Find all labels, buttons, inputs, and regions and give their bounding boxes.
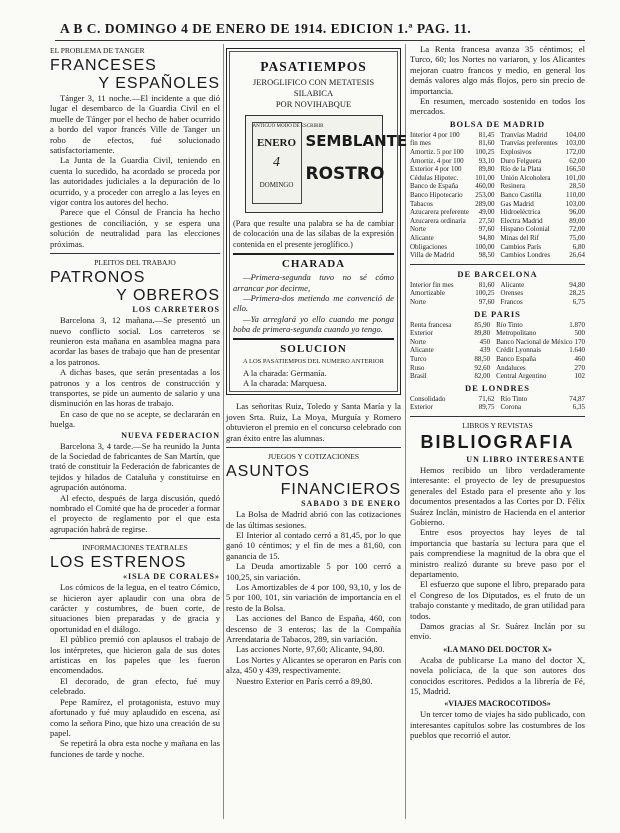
pasatiempos-box — [226, 48, 408, 395]
stock-name: Unión Alcoholera — [500, 173, 551, 182]
stock-column-right — [501, 395, 586, 412]
stock-name: Metropolitano — [496, 329, 537, 338]
paragraph: La Bolsa de Madrid abrió con las cotizaciones de las últimas sesiones. — [226, 509, 401, 530]
stock-name: Andaluces — [496, 363, 526, 372]
stock-row — [410, 200, 495, 209]
stock-value: 103,00 — [565, 139, 585, 148]
paragraph: Las acciones del Banco de España, 460, con descenso de 3 enteros; las de la Compañía Arrendataria de Tabacos, 289, sin variación. — [226, 613, 401, 644]
stock-row — [501, 208, 586, 217]
stock-column-left — [410, 321, 490, 381]
stock-table-madrid — [410, 131, 585, 260]
stock-row — [501, 182, 586, 191]
paragraph: Los Nortes y Alicantes se operaron en París con alza, 450 y 439, respectivamente. — [226, 654, 401, 676]
stock-value: 74,87 — [569, 394, 585, 403]
stock-name: Exterior 4 por 100 — [410, 165, 462, 174]
stock-name: Banco España — [496, 354, 536, 363]
stock-value: 97,60 — [478, 297, 495, 306]
book-title: «LA MANO DEL DOCTOR X» — [443, 644, 552, 654]
stock-value: 460,00 — [475, 182, 495, 191]
stock-value: 28,25 — [569, 289, 585, 298]
paragraph: A dichas bases, que serán presentadas a los patronos y a los centros de construcción y transportes, se pide un aumento de salario y una disminución en las horas de trabajo. — [50, 367, 220, 409]
paragraph: Hemos recibido un libro verdaderamente interesante: el proyecto de ley de presupuestos generales del Estado para el presente año y los documentos presentados a las Cortes por D. Félix Suárez Inclán, ministro de Hacienda en el anterior Gobierno. — [410, 464, 585, 527]
stock-value: 81,60 — [478, 139, 495, 148]
puzzle-word: SEMBLANTE — [305, 132, 408, 150]
stock-row — [410, 243, 495, 252]
stock-name: Río de la Plata — [500, 165, 542, 174]
stock-value: 75,00 — [569, 233, 585, 242]
paragraph: El decorado, de gran efecto, fué muy celebrado. — [50, 675, 220, 697]
subheadline: NUEVA FEDERACION — [121, 430, 220, 440]
stock-value: 72,00 — [569, 225, 585, 234]
stock-column-left — [410, 131, 495, 260]
article-body — [50, 441, 220, 535]
stock-row — [501, 165, 586, 174]
stock-row — [496, 364, 585, 373]
stock-row — [496, 338, 585, 347]
calendar-day: 4 — [273, 155, 280, 170]
stock-name: Cédulas Hipotec. — [410, 173, 459, 182]
stock-value: 172,00 — [565, 148, 585, 157]
section-kicker: PLEITOS DEL TRABAJO — [94, 258, 176, 268]
stock-value: 89,75 — [478, 403, 495, 412]
stock-column-right — [501, 281, 586, 307]
paragraph: Las señoritas Ruiz, Toledo y Santa María y la joven Srta. Ruiz, La Moya, Murguía y Romero obtuvieron el premio en el concurso celebrado con gran éxito entre las alumnas. — [226, 401, 401, 443]
stock-name: Tabacos — [410, 199, 433, 208]
column-2 — [226, 44, 408, 819]
paragraph: La Junta de la Guardia Civil, teniendo en cuenta lo sucedido, ha acordado se proceda por las autoridades judiciales a la depuración de lo ocurrido, y a proceder con arreglo a las leyes en vigor contra los autores del hecho. — [50, 155, 220, 208]
stock-name: Interior 4 por 100 — [410, 130, 460, 139]
stock-value: 166,50 — [565, 165, 585, 174]
stock-value: 97,60 — [478, 225, 495, 234]
stock-section-title: DE LONDRES — [464, 382, 531, 393]
paragraph: Un tercer tomo de viajes ha sido publicado, con interesantes capítulos sobre las costumbres de los pueblos que recorrió el autor. — [410, 709, 585, 741]
stock-name: Tranvías preferentes — [500, 139, 558, 148]
headline: ASUNTOS — [226, 463, 311, 481]
article-body — [410, 709, 585, 740]
stock-value: 94,80 — [569, 280, 585, 289]
stock-row — [410, 281, 495, 290]
stock-table-barcelona — [410, 281, 585, 307]
column-divider-1 — [223, 44, 224, 819]
stock-name: Amortizable — [410, 289, 445, 298]
stock-row — [410, 217, 495, 226]
stock-name: Gas Madrid — [500, 199, 534, 208]
article-body — [226, 401, 401, 443]
headline: FRANCESES — [50, 57, 157, 74]
stock-column-right — [501, 131, 586, 260]
paragraph: El público premió con aplausos el trabajo de los intérpretes, que hicieron gala de sus dotes artísticas en los papeles que les fueron encomendados. — [50, 634, 220, 676]
paragraph: La Renta francesa avanza 35 céntimos; el Turco, 60; los Nortes no variaron, y los Alicantes mejoran cuatro francos y medio, en general los demás valores algo más flojos, pero sin precio de importancia. — [410, 44, 585, 96]
divider — [50, 538, 220, 539]
stock-row — [410, 372, 490, 381]
headline: Y OBREROS — [116, 287, 220, 305]
stock-value: 103,00 — [565, 199, 585, 208]
divider — [410, 416, 585, 417]
paragraph: Acaba de publicarse La mano del doctor X, novela policíaca, de la que son autores dos conocidos escritores. Pedidos a la librería de Fé, 15, Madrid. — [410, 654, 585, 696]
paragraph: Al efecto, después de larga discusión, quedó nombrado el Comité que ha de proceder a formar el proyecto de reglamento por el que esta agrupación habrá de regirse. — [50, 492, 220, 534]
calendar-sheet — [252, 122, 324, 204]
article-body — [226, 509, 401, 686]
box-subtitle: SILABICA — [293, 88, 334, 98]
solution-line: A la charada: Germanía. — [243, 367, 327, 378]
stock-row — [501, 157, 586, 166]
divider — [233, 253, 394, 255]
stock-value: 98,50 — [478, 251, 495, 260]
stock-row — [410, 131, 495, 140]
stock-row — [501, 395, 586, 404]
stock-name: Consolidado — [410, 394, 446, 403]
stock-value: 85,90 — [474, 320, 491, 329]
stock-name: Norte — [410, 297, 426, 306]
stock-value: 289,00 — [475, 199, 495, 208]
stock-name: Banco de España — [410, 182, 459, 191]
stock-name: Azucarera ordinaria — [410, 216, 466, 225]
stock-row — [501, 403, 586, 412]
stock-name: Minas del Rif — [500, 233, 539, 242]
paragraph: Damos gracias al Sr. Suárez Inclán por su envío. — [410, 620, 585, 642]
calendar-weekday: DOMINGO — [259, 181, 294, 189]
puzzle-word: ROSTRO — [305, 164, 385, 184]
divider — [50, 253, 220, 254]
page-header: A B C. DOMINGO 4 DE ENERO DE 1914. EDICION 1.ª PAG. 11. — [60, 21, 472, 36]
charada-line: —Ya arreglará yo ello cuando me ponga boba de primera-segunda cuando yo tengo. — [233, 313, 394, 335]
solution-subtitle: A LOS PASATIEMPOS DEL NUMERO ANTERIOR — [243, 357, 384, 365]
stock-name: Alicante — [410, 346, 434, 355]
stock-row — [410, 174, 495, 183]
headline: LOS ESTRENOS — [50, 554, 187, 572]
stock-row — [501, 131, 586, 140]
stock-value: 450 — [479, 337, 491, 346]
header-rule — [55, 40, 585, 41]
headline: FINANCIEROS — [280, 481, 401, 499]
stock-row — [501, 234, 586, 243]
stock-row — [501, 200, 586, 209]
column-1 — [50, 44, 220, 819]
stock-name: Tranvías Madrid — [500, 130, 548, 139]
stock-value: 96,00 — [569, 208, 585, 217]
paragraph: El Interior al contado cerró a 81,45, por lo que ganó 10 céntimos; y el fin de mes a 81,60, con ganancia de 15. — [226, 529, 401, 561]
headline: Y ESPAÑOLES — [98, 75, 220, 92]
article-body — [50, 315, 220, 429]
stock-value: 100,25 — [475, 148, 495, 157]
paragraph: En resumen, mercado sostenido en todos los mercados. — [410, 96, 585, 117]
stock-name: Ruso — [410, 363, 425, 372]
stock-name: Central Argentino — [496, 372, 547, 381]
stock-value: 6,75 — [572, 297, 585, 306]
section-kicker: LIBROS Y REVISTAS — [462, 420, 533, 430]
stock-value: 101,00 — [565, 173, 585, 182]
stock-column-left — [410, 395, 495, 412]
paragraph: Barcelona 3, 4 tarde.—Se ha reunido la Junta de la Sociedad de fabricantes de San Martín, que trató de constituir la Federación de fabricantes de tejidos y hilados de Cataluña y constituirse en agrupación autónoma. — [50, 440, 220, 493]
stock-section-title: DE PARIS — [474, 308, 521, 319]
stock-row — [410, 355, 490, 364]
stock-name: Villa de Madrid — [410, 251, 455, 260]
column-3 — [410, 44, 585, 819]
stock-row — [410, 338, 490, 347]
stock-value: 89,00 — [569, 216, 585, 225]
stock-name: Hidroeléctrica — [500, 208, 541, 217]
stock-value: 100,25 — [475, 289, 495, 298]
stock-row — [410, 225, 495, 234]
stock-name: Río Tinto — [496, 320, 523, 329]
stock-name: Banco Hipotecario — [410, 191, 463, 199]
stock-row — [501, 289, 586, 298]
stock-value: 89,80 — [478, 165, 495, 174]
stock-row — [501, 281, 586, 290]
stock-name: Turco — [410, 354, 427, 363]
headline: PATRONOS — [50, 269, 146, 287]
section-kicker: JUEGOS Y COTIZACIONES — [267, 452, 360, 462]
stock-name: Azucarera preferente — [410, 208, 469, 217]
stock-name: Exterior — [410, 329, 433, 338]
stock-row — [410, 148, 495, 157]
stock-name: Banco Castilla — [500, 191, 542, 199]
stock-row — [501, 243, 586, 252]
charada-line: —Primera-segunda tuvo no sé cómo arrancar por decirme, — [233, 272, 394, 293]
stock-name: Explosivos — [500, 148, 532, 157]
column-divider-2 — [405, 44, 406, 819]
stock-value: 104,00 — [565, 130, 585, 139]
stock-value: 6,35 — [572, 403, 585, 412]
stock-name: Francos — [500, 297, 523, 306]
paragraph: El esfuerzo que supone el libro, preparado para el Congreso de los Diputados, es el fruto de un trabajo constante y meditado, de gran utilidad para todos. — [410, 579, 585, 621]
stock-row — [501, 225, 586, 234]
stock-name: Norte — [410, 225, 426, 234]
stock-row — [496, 321, 585, 330]
stock-name: Río Tinto — [500, 394, 528, 403]
section-kicker: INFORMACIONES TEATRALES — [82, 543, 188, 553]
paragraph: Los Amortizables de 4 por 100, 93,10, y los de 5 por 100, 101, sin variación de importancia en el resto de la Bolsa. — [226, 581, 401, 613]
stock-value: 6,80 — [572, 242, 585, 251]
stock-section-title: DE BARCELONA — [457, 268, 538, 279]
stock-name: Renta francesa — [410, 320, 452, 329]
stock-name: Amortiz. 5 por 100 — [410, 148, 464, 157]
stock-row — [410, 139, 495, 148]
stock-name: Duro Felguera — [500, 156, 542, 165]
stock-name: fin mes — [410, 139, 431, 148]
stock-value: 93,10 — [478, 156, 495, 165]
stock-value: 500 — [574, 329, 585, 338]
stock-row — [496, 372, 585, 381]
paragraph: Nuestro Exterior en París cerró a 89,80. — [236, 675, 373, 686]
article-body — [410, 44, 585, 117]
stock-name: Corona — [500, 403, 522, 412]
stock-row — [501, 148, 586, 157]
stock-row — [501, 251, 586, 260]
calendar-month: ENERO — [256, 137, 297, 149]
stock-name: Exterior — [410, 403, 433, 412]
stock-row — [410, 182, 495, 191]
stock-column-right — [496, 321, 585, 381]
stock-row — [410, 329, 490, 338]
article-body — [50, 93, 220, 249]
subheadline: «ISLA DE CORALES» — [122, 572, 220, 582]
stock-row — [410, 321, 490, 330]
subheadline: LOS CARRETEROS — [132, 305, 220, 315]
article-body — [50, 582, 220, 759]
stock-name: Amortiz. 4 por 100 — [410, 156, 464, 165]
stock-value: 439 — [479, 346, 491, 355]
paragraph: Parece que el Cónsul de Francia ha hecho gestiones de conciliación, y se espera una solución de neutralidad para las elecciones próximas. — [50, 207, 220, 249]
paragraph: Barcelona 3, 12 mañana.—Se presentó un nuevo conflicto social. Los carreteros se reunieron esta mañana en asamblea magna para acordar las bases de trabajo que han de presentar a los patronos. — [50, 315, 220, 367]
section-kicker: EL PROBLEMA DE TANGER — [50, 46, 145, 55]
stock-row — [501, 174, 586, 183]
stock-value: 26,64 — [569, 251, 585, 260]
stock-value: 62,00 — [569, 156, 585, 165]
stock-name: Obligaciones — [410, 242, 447, 251]
stock-name: Hispano Colonial — [500, 225, 550, 234]
subheadline: UN LIBRO INTERESANTE — [466, 454, 585, 464]
paragraph: En caso de que no se acepte, se declararán en huelga. — [50, 408, 220, 430]
stock-row — [501, 217, 586, 226]
box-author: POR NOVIHABQUE — [275, 99, 352, 109]
divider — [233, 338, 394, 340]
stock-row — [501, 191, 586, 200]
stock-row — [410, 395, 495, 404]
stock-value: 94,80 — [478, 233, 495, 242]
stock-row — [410, 208, 495, 217]
stock-name: Orenses — [500, 289, 524, 298]
stock-name: Alicante — [500, 280, 525, 289]
stock-row — [410, 346, 490, 355]
paragraph: Entre esos proyectos hay leyes de tal importancia que bastaría su lectura para que el país comprendiese la magnitud de la obra que el ministro realizó durante su breve paso por el departamento. — [410, 527, 585, 579]
paragraph: La Deuda amortizable 5 por 100 cerró a 100,25, sin variación. — [226, 561, 401, 582]
box-title: PASATIEMPOS — [260, 59, 367, 74]
stock-name: Electra Madrid — [500, 216, 543, 225]
divider — [410, 264, 585, 265]
solution-title: SOLUCION — [280, 342, 347, 355]
stock-row — [410, 157, 495, 166]
stock-row — [501, 139, 586, 148]
rebus-puzzle — [245, 115, 408, 213]
box-subtitle: JEROGLIFICO CON METATESIS — [252, 77, 375, 87]
stock-name: Cambios París — [500, 242, 542, 251]
stock-row — [410, 251, 495, 260]
stock-name: Resinera — [500, 182, 525, 191]
paragraph: Pepe Ramírez, el protagonista, estuvo muy afortunado y fué muy aplaudido en escena, así como la señora Pino, que hizo una creación de su papel. — [50, 696, 220, 738]
stock-name: Alicante — [410, 233, 434, 242]
charada-body — [233, 272, 394, 334]
stock-table-londres — [410, 395, 585, 412]
stock-value: 110,00 — [566, 191, 585, 199]
stock-value: 49,00 — [478, 208, 495, 217]
stock-value: 88,50 — [474, 354, 491, 363]
stock-value: 81,60 — [478, 280, 495, 289]
stock-value: 101,00 — [475, 173, 495, 182]
stock-value: 1.870 — [569, 320, 585, 329]
stock-value: 253,00 — [475, 191, 495, 199]
book-title: «VIAJES MACROCOTIDOS» — [444, 699, 551, 709]
subheadline: SABADO 3 DE ENERO — [301, 499, 401, 509]
stock-name: Banco Nacional de México — [496, 337, 573, 346]
stock-row — [496, 355, 585, 364]
stock-value: 100,00 — [475, 242, 495, 251]
stock-value: 1.640 — [569, 346, 585, 355]
stock-row — [496, 346, 585, 355]
paragraph: Tánger 3, 11 noche.—El incidente a que dió lugar el desembarco de la Guardia Civil en el muelle de Tánger por el hecho de haber ocurrido a bordo del vapor francés Ville de Tanger un robo de efectos, fué solucionado satisfactoriamente. — [50, 93, 220, 156]
article-body — [410, 465, 585, 642]
article-body — [410, 655, 585, 697]
headline: BIBLIOGRAFIA — [420, 431, 575, 452]
stock-row — [410, 364, 490, 373]
stock-row — [410, 403, 495, 412]
stock-value: 92,60 — [474, 363, 491, 372]
stock-value: 27,50 — [478, 216, 495, 225]
stock-name: Norte — [410, 337, 426, 346]
stock-value: 270 — [574, 363, 585, 372]
stock-row — [496, 329, 585, 338]
stock-value: 460 — [574, 354, 585, 363]
stock-name: Crédit Lyonnais — [496, 346, 542, 355]
charada-line: —Primera-dos metiendo me convenció de ello. — [233, 293, 394, 314]
stock-row — [410, 165, 495, 174]
paragraph: Los cómicos de la legua, en el teatro Cómico, se hicieron ayer aplaudir con una obra de carácter y costumbres, de buen corte, de situaciones bien preparadas y de gracia y oportunidad en el diálogo. — [50, 582, 220, 634]
stock-name: Brasil — [410, 372, 427, 381]
puzzle-note: (Para que resulte una palabra se ha de cambiar de colocación una de las sílabas de la expresión contenida en el presente jeroglífico.) — [233, 219, 394, 249]
solution-body — [233, 368, 394, 389]
calendar-caption: ANTIGUO MODO DE ESCRIBIR — [252, 124, 324, 129]
stock-value: 89,80 — [474, 329, 491, 338]
charada-title: CHARADA — [281, 258, 346, 271]
stock-value: 170 — [574, 337, 585, 346]
stock-name: Cambios Londres — [500, 251, 551, 260]
stock-row — [410, 234, 495, 243]
stock-row — [410, 298, 495, 307]
stock-section-title: BOLSA DE MADRID — [449, 118, 546, 129]
stock-value: 28,50 — [569, 182, 585, 191]
stock-name: Interior fin mes — [410, 280, 454, 289]
paragraph: Las acciones Norte, 97,60; Alicante, 94,80. — [236, 644, 385, 655]
stock-row — [410, 289, 495, 298]
stock-value: 102 — [574, 372, 585, 381]
stock-row — [410, 191, 495, 200]
stock-value: 71,62 — [478, 394, 495, 403]
stock-value: 82,00 — [474, 372, 491, 381]
solution-line: A la charada: Marquesa. — [243, 378, 327, 389]
divider — [226, 447, 401, 448]
stock-table-paris — [410, 321, 585, 381]
paragraph: Se repetirá la obra esta noche y mañana en las funciones de tarde y noche. — [50, 738, 220, 759]
stock-row — [501, 298, 586, 307]
stock-value: 81,45 — [478, 130, 495, 139]
stock-column-left — [410, 281, 495, 307]
